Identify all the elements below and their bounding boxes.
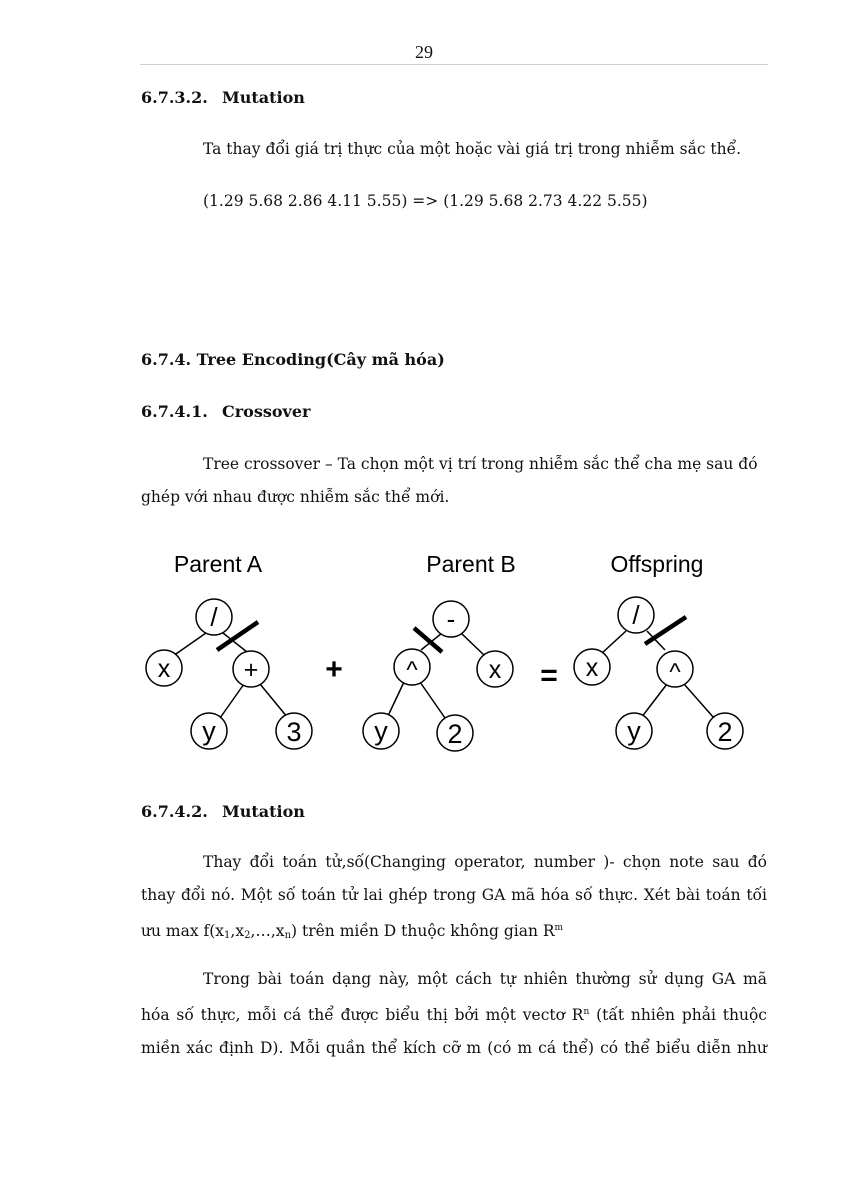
section-number: 6.7.4.2. — [141, 802, 208, 821]
parent-a-right-right: 3 — [286, 717, 302, 747]
text-line: Trong bài toán dạng này, một cách tự nhiên thường sử dụng GA mã — [203, 970, 767, 988]
offspring-right-left: y — [627, 716, 641, 746]
tree-nodes — [146, 597, 743, 751]
parent-a-right-left: y — [202, 716, 216, 746]
offspring-root: / — [632, 600, 640, 630]
paragraph-mutation-real: Ta thay đổi giá trị thực của một hoặc vài giá trị trong nhiễm sắc thể. — [203, 140, 742, 158]
section-heading-6-7-4: 6.7.4. Tree Encoding(Cây mã hóa) — [141, 350, 445, 369]
section-heading-6-7-4-1 — [141, 402, 310, 421]
text-line: miền xác định D). Mỗi quần thể kích cỡ m (có m cá thể) có thể biểu diễn như — [141, 1039, 767, 1057]
text-line: hóa số thực, mỗi cá thể được biểu thị bởi một vectơ $R^n$ (tất nhiên phải thuộc — [141, 1006, 767, 1024]
parent-a-left: x — [157, 655, 171, 683]
tree-crossover-figure — [140, 540, 760, 765]
offspring-left: x — [585, 654, 599, 682]
parent-a-root: / — [210, 602, 218, 632]
parent-b-left-left: y — [374, 716, 388, 746]
parent-b-root: - — [446, 604, 456, 634]
mutation-example: (1.29 5.68 2.86 4.11 5.55) => (1.29 5.68 2.73 4.22 5.55) — [203, 192, 648, 210]
text-line: thay đổi nó. Một số toán tử lai ghép trong GA mã hóa số thực. Xét bài toán tối — [141, 886, 767, 904]
text-line: ưu $\max f(x_1,x_2,\dots,x_n)$ trên miền D thuộc không gian $R^m$ — [141, 922, 564, 941]
parent-a-right: + — [243, 656, 259, 684]
parent-b-right: x — [488, 656, 502, 684]
section-number: 6.7.4.1. — [141, 402, 208, 421]
section-number: 6.7.3.2. — [141, 88, 208, 107]
paragraph-crossover-line1: Tree crossover – Ta chọn một vị trí trong nhiễm sắc thể cha mẹ sau đó — [203, 455, 758, 473]
section-title: Mutation — [222, 802, 305, 821]
section-title: Crossover — [222, 402, 311, 421]
plus-operator: + — [325, 653, 343, 686]
offspring-right: ^ — [669, 659, 681, 686]
parent-b-label: Parent B — [426, 551, 516, 577]
parent-b-left-right: 2 — [447, 719, 463, 749]
header-divider — [140, 64, 768, 65]
text-line: Thay đổi toán tử,số(Changing operator, number )- chọn note sau đó — [203, 853, 767, 871]
offspring-right-right: 2 — [717, 717, 733, 747]
equals-operator: = — [540, 659, 558, 692]
parent-a-label: Parent A — [173, 551, 263, 577]
offspring-label: Offspring — [610, 551, 704, 577]
paragraph-tree-mutation — [141, 846, 767, 952]
paragraph-crossover-line2: ghép với nhau được nhiễm sắc thể mới. — [141, 488, 450, 506]
section-title: Mutation — [222, 88, 305, 107]
parent-b-left: ^ — [406, 657, 418, 684]
page-number: 29 — [415, 42, 433, 62]
section-heading-6-7-4-2 — [141, 802, 305, 821]
section-heading-6-7-3-2 — [141, 88, 305, 107]
paragraph-real-encoding — [141, 963, 767, 1065]
